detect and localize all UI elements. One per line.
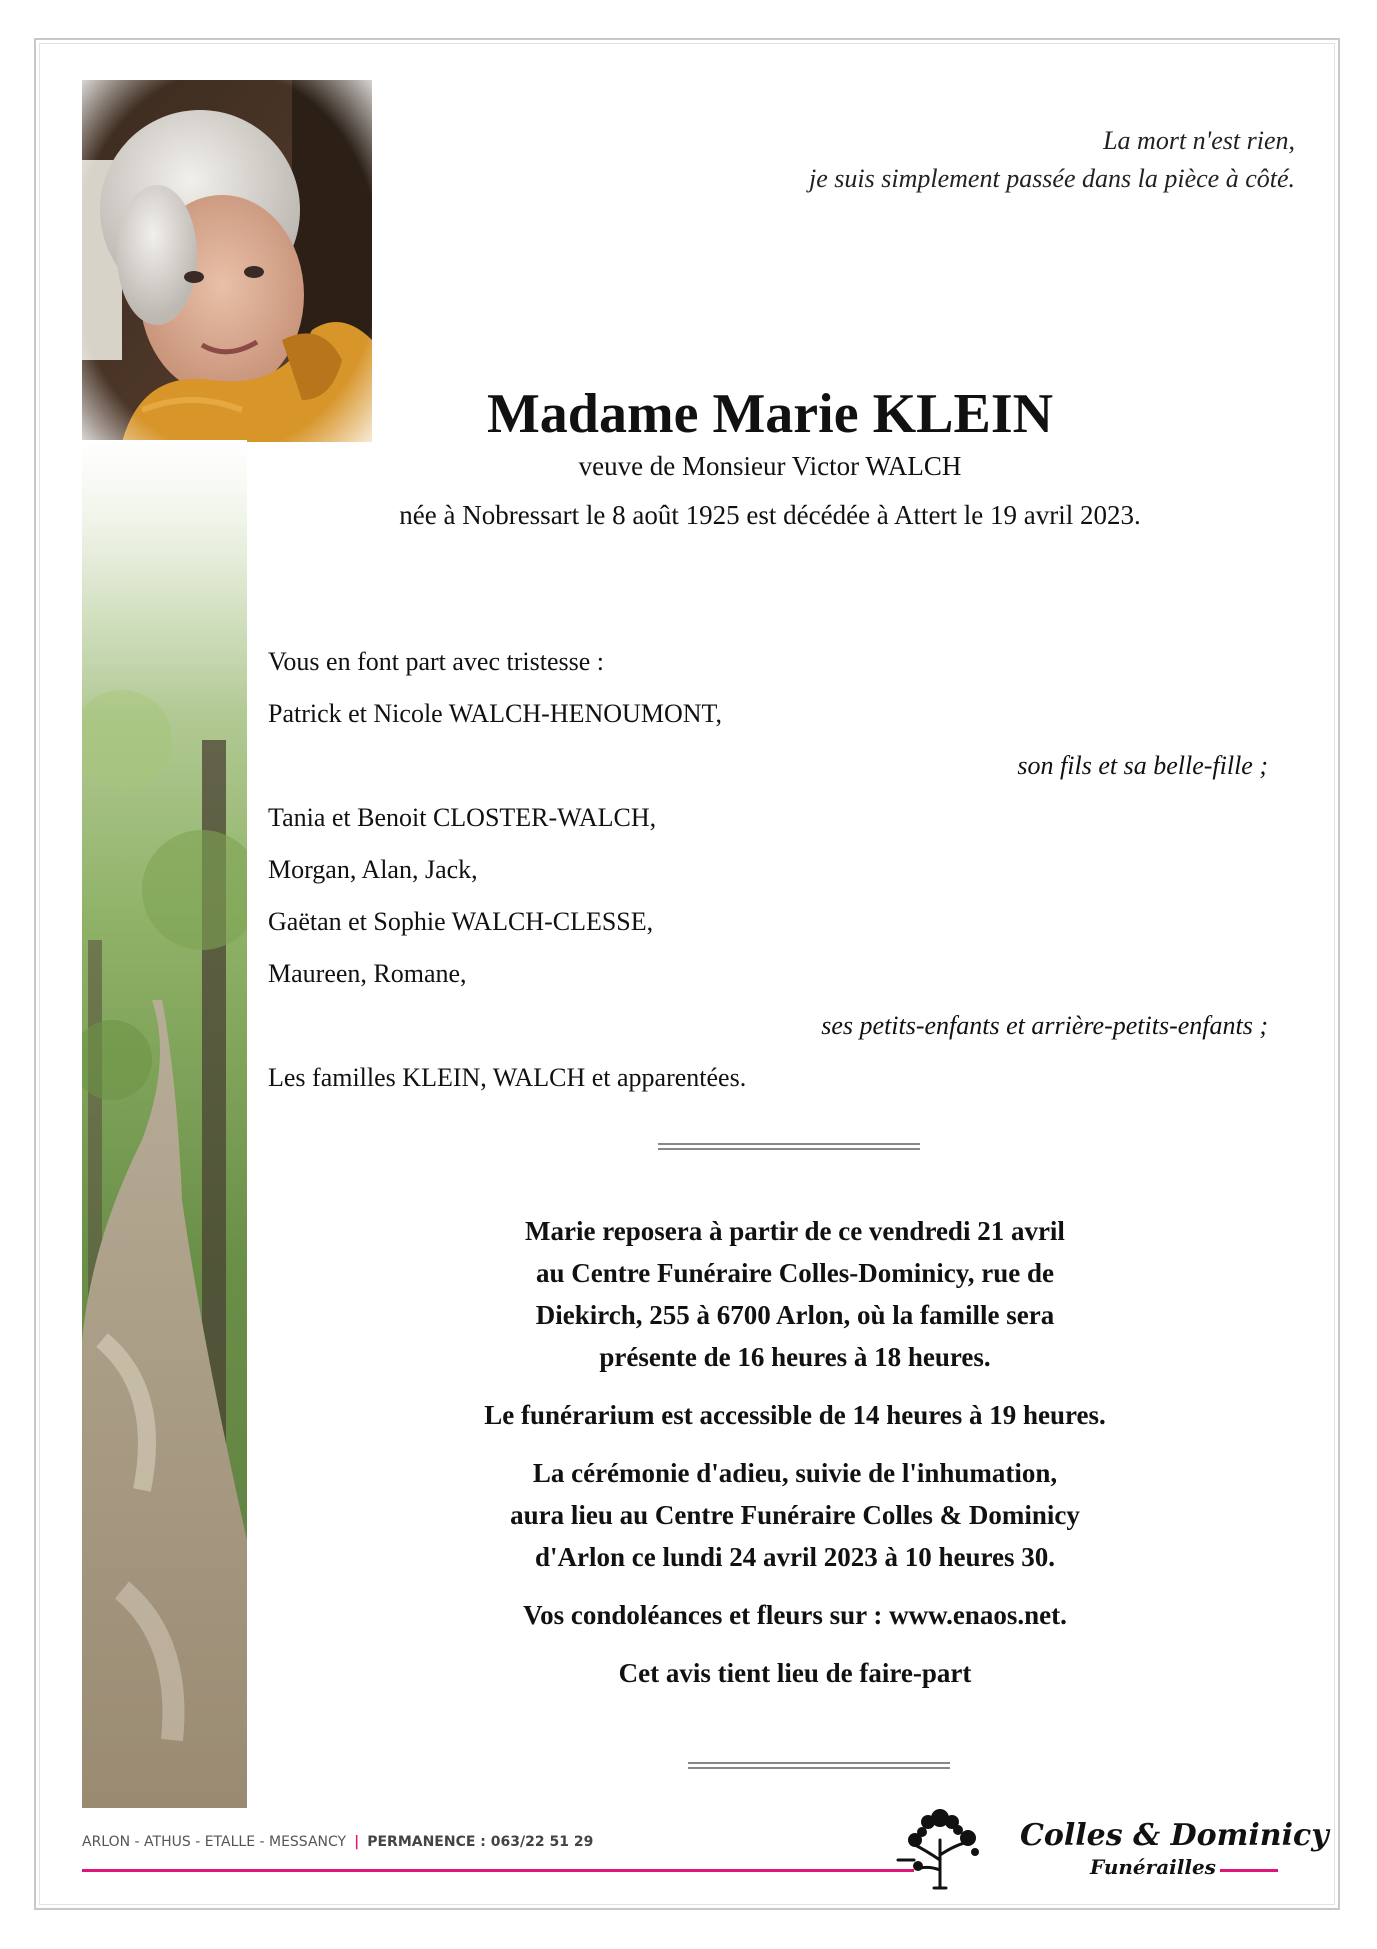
birth-death-line: née à Nobressart le 8 août 1925 est décédée à Attert le 19 avril 2023. xyxy=(399,500,1141,530)
family-line: Vous en font part avec tristesse : xyxy=(268,647,604,676)
family-relation: son fils et sa belle-fille ; xyxy=(1017,751,1268,780)
epitaph-quote xyxy=(809,122,1295,198)
divider xyxy=(688,1762,950,1769)
family-line: Morgan, Alan, Jack, xyxy=(268,855,478,884)
tree-logo-icon xyxy=(890,1800,990,1892)
family-line: Gaëtan et Sophie WALCH-CLESSE, xyxy=(268,907,654,936)
details-line: Diekirch, 255 à 6700 Arlon, où la famille sera xyxy=(535,1300,1055,1330)
details-line: d'Arlon ce lundi 24 avril 2023 à 10 heures 30. xyxy=(534,1542,1056,1572)
widow-of: veuve de Monsieur Victor WALCH xyxy=(578,451,962,481)
funerarium-hours: Le funérarium est accessible de 14 heures à 19 heures. xyxy=(484,1400,1106,1430)
logo-subtitle: Funérailles xyxy=(1090,1855,1216,1879)
family-line: Tania et Benoit CLOSTER-WALCH, xyxy=(268,803,657,832)
quote-line: je suis simplement passée dans la pièce à côté. xyxy=(809,164,1295,193)
divider xyxy=(658,1143,920,1150)
details-line: Marie reposera à partir de ce vendredi 21 avril xyxy=(525,1216,1065,1246)
footer-locations: ARLON - ATHUS - ETALLE - MESSANCY xyxy=(82,1834,347,1850)
deceased-name: Madame Marie KLEIN xyxy=(486,383,1054,445)
footer-info xyxy=(82,1834,593,1850)
details-line: La cérémonie d'adieu, suivie de l'inhumation, xyxy=(532,1458,1058,1488)
funeral-details xyxy=(400,1210,1190,1710)
notice-line: Cet avis tient lieu de faire-part xyxy=(618,1658,972,1688)
ceremony-paragraph xyxy=(400,1452,1190,1578)
forest-path-image xyxy=(82,440,247,1808)
family-list xyxy=(268,636,1268,1104)
condolences-line: Vos condoléances et fleurs sur : www.enaos.net. xyxy=(523,1600,1067,1630)
quote-line: La mort n'est rien, xyxy=(1103,126,1295,155)
visitation-paragraph xyxy=(400,1210,1190,1378)
details-line: aura lieu au Centre Funéraire Colles & Dominicy xyxy=(510,1500,1080,1530)
family-line: Les familles KLEIN, WALCH et apparentées. xyxy=(268,1063,747,1092)
family-relation: ses petits-enfants et arrière-petits-enfants ; xyxy=(821,1011,1268,1040)
details-line: présente de 16 heures à 18 heures. xyxy=(599,1342,991,1372)
footer-separator: | xyxy=(354,1834,360,1850)
portrait-photo xyxy=(82,80,372,442)
family-line: Patrick et Nicole WALCH-HENOUMONT, xyxy=(268,699,722,728)
footer-accent-line xyxy=(1220,1869,1278,1872)
details-line: au Centre Funéraire Colles-Dominicy, rue de xyxy=(536,1258,1054,1288)
family-line: Maureen, Romane, xyxy=(268,959,467,988)
footer-accent-line xyxy=(82,1869,914,1872)
footer-permanence: PERMANENCE : 063/22 51 29 xyxy=(367,1834,594,1850)
logo-name: Colles & Dominicy xyxy=(1020,1818,1329,1853)
